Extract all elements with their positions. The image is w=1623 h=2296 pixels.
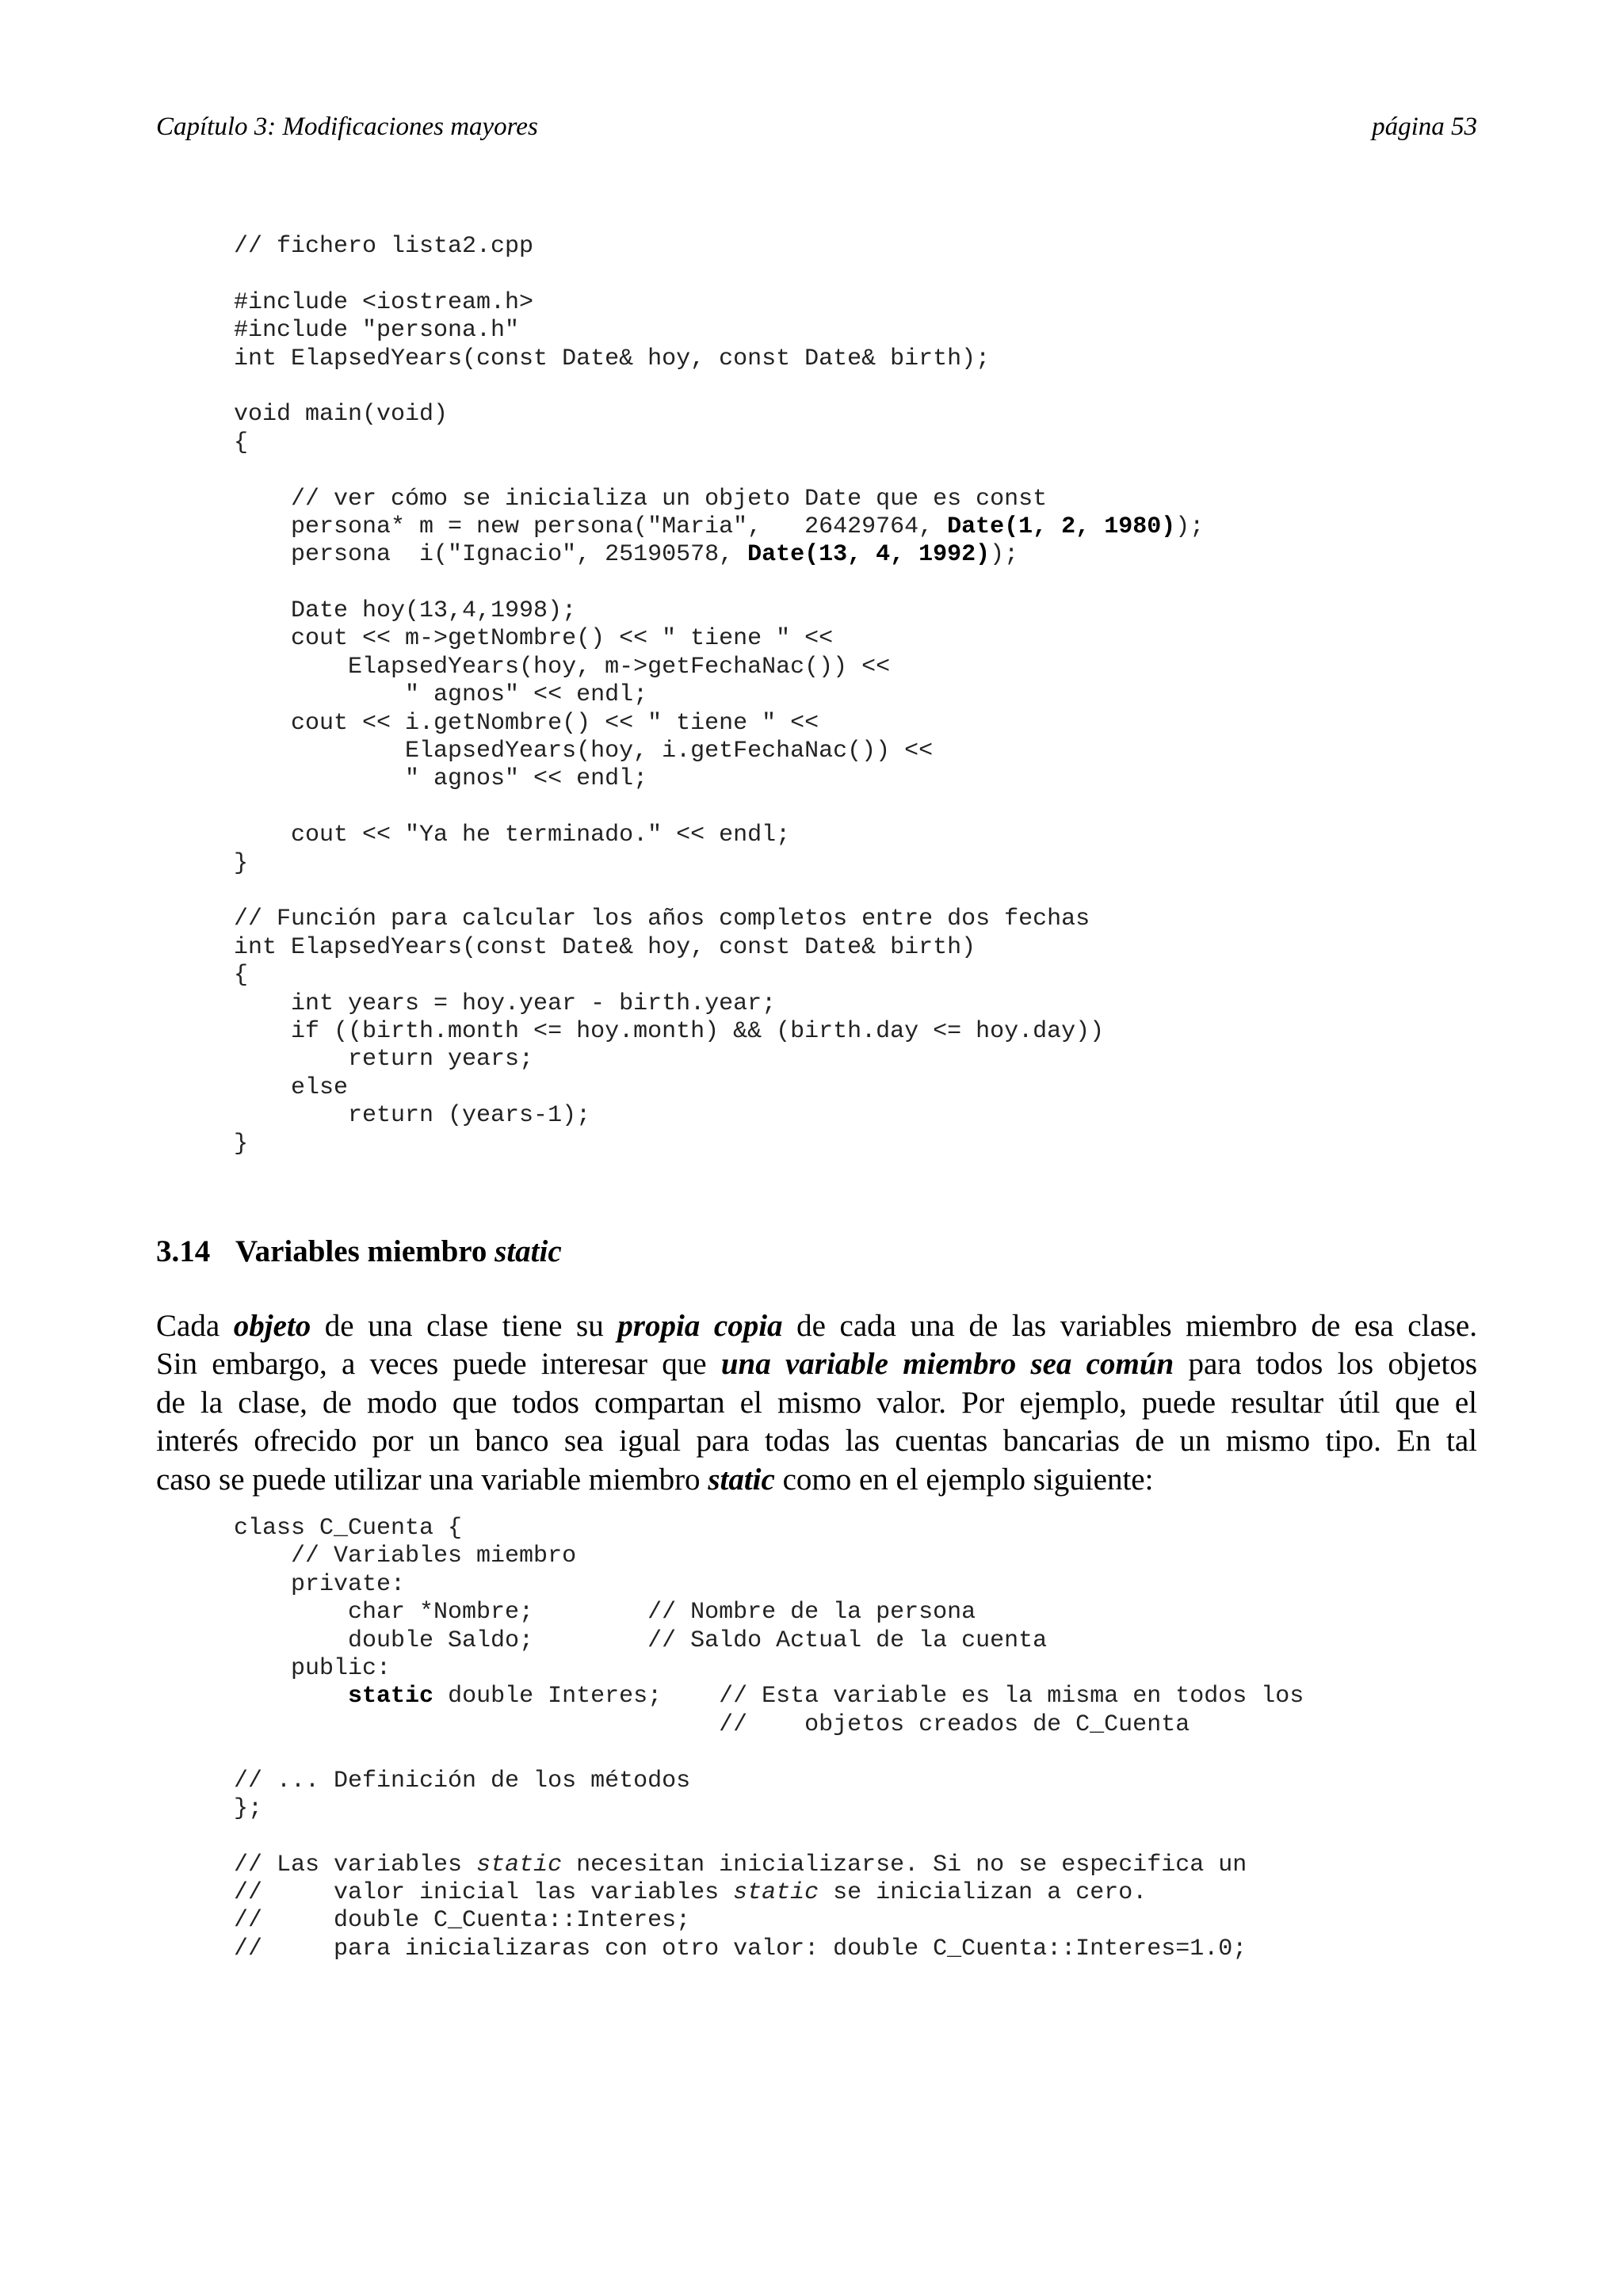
code-line — [234, 1936, 1304, 1963]
text-segment: de cada una de las variables miembro de esa clase. — [782, 1309, 1477, 1343]
text-segment: else — [234, 1074, 349, 1101]
emphasized-text: static — [476, 1851, 563, 1878]
text-segment: return (years-1); — [234, 1102, 591, 1130]
code-listing-c-cuenta — [234, 1515, 1304, 1963]
text-segment: necesitan inicializarse. Si no se especifica un — [562, 1851, 1247, 1878]
text-segment: cout << "Ya he terminado." << endl; — [234, 822, 791, 849]
text-segment: if ((birth.month <= hoy.month) && (birth.day <= hoy.day)) — [234, 1017, 1105, 1045]
emphasized-text: objeto — [233, 1309, 311, 1343]
text-segment: caso se puede utilizar una variable miembro — [156, 1462, 708, 1497]
text-segment: #include <iostream.h> — [234, 288, 534, 316]
code-line — [234, 486, 1204, 513]
code-line — [234, 373, 1204, 401]
section-heading — [156, 1234, 562, 1269]
emphasized-text: una variable miembro sea común — [720, 1347, 1174, 1382]
text-segment: // para inicializaras con otro valor: double C_Cuenta::Interes=1.0; — [234, 1935, 1247, 1962]
text-segment: Sin embargo, a veces puede interesar que — [156, 1347, 721, 1382]
code-line — [234, 1795, 1304, 1823]
text-segment: // double C_Cuenta::Interes; — [234, 1907, 691, 1935]
code-line — [234, 1046, 1204, 1074]
paragraph-line — [156, 1422, 1477, 1460]
code-line — [234, 1823, 1304, 1851]
text-segment — [234, 1683, 348, 1710]
text-segment: // objetos creados de C_Cuenta — [234, 1711, 1190, 1738]
code-line — [234, 822, 1204, 849]
text-segment: se inicializan a cero. — [819, 1879, 1148, 1907]
paragraph-line — [156, 1345, 1477, 1383]
text-segment: return years; — [234, 1046, 534, 1074]
emphasized-text: static — [348, 1683, 434, 1711]
text-segment: // Las variables — [234, 1851, 477, 1878]
text-segment: cout << m->getNombre() << " tiene " << — [234, 625, 834, 653]
text-segment: #include "persona.h" — [234, 317, 520, 345]
code-line — [234, 990, 1204, 1018]
text-segment: // valor inicial las variables — [234, 1879, 734, 1907]
text-segment: cout << i.getNombre() << " tiene " << — [234, 709, 819, 737]
code-line — [234, 625, 1204, 653]
text-segment: // Función para calcular los años completos entre dos fechas — [234, 906, 1090, 933]
text-segment: para todos los objetos — [1174, 1347, 1478, 1382]
paragraph-line — [156, 1307, 1477, 1345]
paragraph-line — [156, 1384, 1477, 1422]
code-line — [234, 738, 1204, 765]
section-title-keyword: static — [495, 1234, 562, 1268]
text-segment: " agnos" << endl; — [234, 681, 648, 709]
text-segment: como en el ejemplo siguiente: — [774, 1462, 1154, 1497]
code-line — [234, 1018, 1204, 1046]
code-line — [234, 1852, 1304, 1879]
code-listing-lista2 — [234, 233, 1204, 1158]
section-number: 3.14 — [156, 1234, 211, 1268]
text-segment: " agnos" << endl; — [234, 765, 648, 793]
text-segment: ); — [1175, 513, 1205, 540]
code-line — [234, 513, 1204, 541]
text-segment: Cada — [156, 1309, 234, 1343]
code-line — [234, 654, 1204, 681]
text-segment: int ElapsedYears(const Date& hoy, const Date& birth) — [234, 933, 976, 961]
code-line — [234, 317, 1204, 345]
text-segment: { — [234, 962, 249, 990]
text-segment: persona* m = new persona("Maria", 26429764, — [234, 513, 948, 540]
code-line — [234, 765, 1204, 793]
emphasized-text: static — [708, 1462, 775, 1497]
text-segment: double Interes; // Esta variable es la misma en todos los — [433, 1683, 1304, 1711]
code-line — [234, 1683, 1304, 1711]
code-line — [234, 1102, 1204, 1130]
text-segment: char *Nombre; // Nombre de la persona — [234, 1599, 976, 1627]
code-line — [234, 1074, 1204, 1102]
code-line — [234, 1131, 1204, 1158]
code-line — [234, 457, 1204, 485]
code-line — [234, 541, 1204, 569]
text-segment: ); — [990, 541, 1019, 569]
text-segment: class C_Cuenta { — [234, 1515, 463, 1542]
code-line — [234, 1879, 1304, 1907]
text-segment: } — [234, 1130, 249, 1158]
section-title-text: Variables miembro — [235, 1234, 495, 1268]
emphasized-text: propia copia — [617, 1309, 783, 1343]
text-segment: ElapsedYears(hoy, i.getFechaNac()) << — [234, 738, 934, 765]
text-segment: }; — [234, 1794, 263, 1822]
text-segment: private: — [234, 1570, 406, 1598]
code-line — [234, 1711, 1304, 1739]
emphasized-text: Date(1, 2, 1980) — [947, 513, 1176, 540]
text-segment: de la clase, de modo que todos compartan el mismo valor. Por ejemplo, puede resultar útil que el — [156, 1385, 1477, 1420]
code-line — [234, 345, 1204, 373]
code-line — [234, 710, 1204, 738]
code-line — [234, 1543, 1304, 1570]
text-segment: int ElapsedYears(const Date& hoy, const Date& birth); — [234, 345, 991, 372]
code-line — [234, 1599, 1304, 1627]
code-line — [234, 233, 1204, 261]
emphasized-text: static — [733, 1879, 819, 1907]
text-segment: int years = hoy.year - birth.year; — [234, 990, 777, 1017]
text-segment: } — [234, 849, 249, 877]
text-segment: Date hoy(13,4,1998); — [234, 597, 577, 625]
page-header-chapter: Capítulo 3: Modificaciones mayores — [156, 113, 538, 141]
text-segment: ElapsedYears(hoy, m->getFechaNac()) << — [234, 653, 891, 681]
code-line — [234, 570, 1204, 597]
code-line — [234, 681, 1204, 709]
text-segment: double Saldo; // Saldo Actual de la cuenta — [234, 1627, 1048, 1654]
code-line — [234, 850, 1204, 878]
code-line — [234, 962, 1204, 990]
text-segment: // ver cómo se inicializa un objeto Date que es const — [234, 485, 1048, 513]
text-segment: de una clase tiene su — [311, 1309, 618, 1343]
code-line — [234, 1907, 1304, 1935]
code-line — [234, 401, 1204, 429]
code-line — [234, 878, 1204, 906]
text-segment: { — [234, 429, 249, 456]
code-line — [234, 597, 1204, 625]
text-segment: public: — [234, 1654, 391, 1682]
body-paragraph — [156, 1307, 1477, 1499]
code-line — [234, 289, 1204, 317]
code-line — [234, 1627, 1304, 1655]
code-line — [234, 906, 1204, 933]
text-segment: interés ofrecido por un banco sea igual para todas las cuentas bancarias de un mismo tipo. En tal — [156, 1424, 1477, 1459]
paragraph-line — [156, 1461, 1477, 1499]
text-segment: // ... Definición de los métodos — [234, 1767, 691, 1794]
code-line — [234, 1739, 1304, 1767]
code-line — [234, 1655, 1304, 1683]
code-line — [234, 794, 1204, 822]
emphasized-text: Date(13, 4, 1992) — [747, 541, 991, 569]
code-line — [234, 429, 1204, 457]
text-segment: persona i("Ignacio", 25190578, — [234, 541, 748, 569]
code-line — [234, 261, 1204, 288]
code-line — [234, 934, 1204, 962]
page-number: página 53 — [1372, 113, 1477, 141]
code-line — [234, 1571, 1304, 1599]
text-segment: // fichero lista2.cpp — [234, 233, 534, 260]
code-line — [234, 1768, 1304, 1795]
code-line — [234, 1515, 1304, 1543]
text-segment: // Variables miembro — [234, 1543, 577, 1570]
text-segment: void main(void) — [234, 401, 449, 429]
